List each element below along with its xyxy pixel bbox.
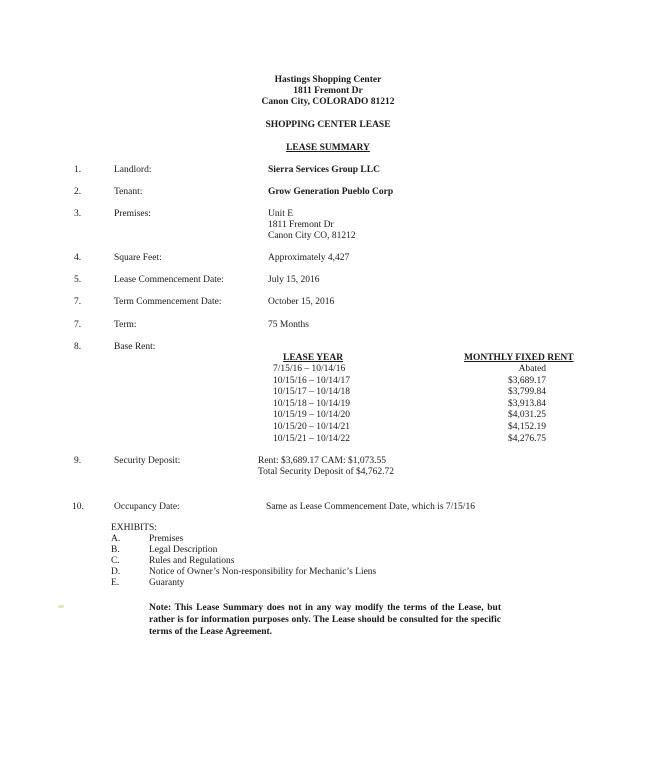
exhibit-text: Rules and Regulations (149, 556, 235, 566)
exhibit-letter: A. (111, 534, 121, 544)
center-address: 1811 Fremont Dr (293, 86, 363, 96)
section-title: LEASE SUMMARY (286, 143, 370, 153)
security-deposit-line: Rent: $3,689.17 CAM: $1,073.55 (258, 456, 386, 466)
lease-note: Note: This Lease Summary does not in any way modify the terms of the Lease, but rather is for information purposes only. The Lease should be consulted for the specific terms of the Lease Agreement. (149, 603, 501, 637)
term-commencement-value: October 15, 2016 (268, 297, 335, 307)
item-number: 1. (74, 165, 82, 175)
monthly-rent-header: MONTHLY FIXED RENT (464, 353, 574, 363)
occupancy-date-value: Same as Lease Commencement Date, which is 7/15/16 (266, 502, 475, 512)
rent-table-amounts (486, 364, 546, 445)
monthly-rent-cell: $3,799.84 (508, 387, 546, 398)
lease-year-cell: 10/15/20 – 10/14/21 (273, 421, 351, 432)
item-number: 7. (74, 320, 82, 330)
tenant-value: Grow Generation Pueblo Corp (268, 187, 394, 197)
center-name: Hastings Shopping Center (274, 75, 382, 85)
security-deposit-line: Total Security Deposit of $4,762.72 (258, 467, 395, 477)
exhibits-title: EXHIBITS: (111, 523, 157, 533)
term-label: Term: (114, 320, 137, 330)
term-value: 75 Months (268, 320, 309, 330)
lease-year-cell: 7/15/16 – 10/14/16 (273, 364, 346, 374)
landlord-label: Landlord: (114, 165, 152, 175)
lease-year-cell: 10/15/18 – 10/14/19 (273, 398, 351, 409)
item-number: 5. (74, 275, 82, 285)
item-number: 4. (74, 253, 82, 263)
lease-commencement-label: Lease Commencement Date: (114, 275, 224, 285)
square-feet-value: Approximately 4,427 (268, 253, 350, 263)
lease-year-header: LEASE YEAR (283, 353, 344, 363)
rent-table-years (273, 364, 350, 445)
base-rent-label: Base Rent: (114, 342, 156, 352)
exhibit-text: Notice of Owner’s Non-responsibility for Mechanic’s Liens (149, 567, 377, 577)
premises-line: Unit E (268, 209, 294, 219)
lease-commencement-value: July 15, 2016 (268, 275, 320, 285)
exhibit-letter: B. (111, 545, 120, 555)
document-title: SHOPPING CENTER LEASE (265, 120, 391, 130)
exhibit-letter: E. (111, 578, 120, 588)
exhibit-letter: C. (111, 556, 120, 566)
lease-year-cell: 10/15/17 – 10/14/18 (273, 387, 351, 398)
item-number: 8. (74, 342, 82, 352)
item-number: 3. (74, 209, 82, 219)
monthly-rent-cell: $4,276.75 (508, 433, 546, 444)
lease-year-cell: 10/15/16 – 10/14/17 (273, 375, 351, 386)
exhibit-text: Legal Description (149, 545, 218, 555)
premises-line: Canon City CO, 81212 (268, 231, 356, 241)
center-city: Canon City, COLORADO 81212 (261, 97, 395, 107)
exhibit-text: Guaranty (149, 578, 185, 588)
monthly-rent-cell: $4,152.19 (508, 421, 546, 432)
monthly-rent-cell: $4,031.25 (508, 410, 546, 421)
exhibit-text: Premises (149, 534, 184, 544)
tenant-label: Tenant: (114, 187, 143, 197)
item-number: 10. (72, 502, 84, 512)
item-number: 2. (74, 187, 82, 197)
item-number: 7. (74, 297, 82, 307)
monthly-rent-cell: $3,689.17 (508, 375, 546, 386)
exhibit-letter: D. (111, 567, 121, 577)
monthly-rent-cell: Abated (518, 364, 546, 374)
monthly-rent-cell: $3,913.84 (508, 398, 546, 409)
scan-mark (58, 605, 64, 608)
item-number: 9. (74, 456, 82, 466)
lease-year-cell: 10/15/19 – 10/14/20 (273, 410, 351, 421)
occupancy-date-label: Occupancy Date: (114, 502, 180, 512)
security-deposit-label: Security Deposit: (114, 456, 181, 466)
lease-year-cell: 10/15/21 – 10/14/22 (273, 433, 351, 444)
premises-label: Premises: (114, 209, 151, 219)
term-commencement-label: Term Commencement Date: (114, 297, 222, 307)
landlord-value: Sierra Services Group LLC (268, 165, 380, 175)
square-feet-label: Square Feet: (114, 253, 162, 263)
premises-line: 1811 Fremont Dr (268, 220, 334, 230)
